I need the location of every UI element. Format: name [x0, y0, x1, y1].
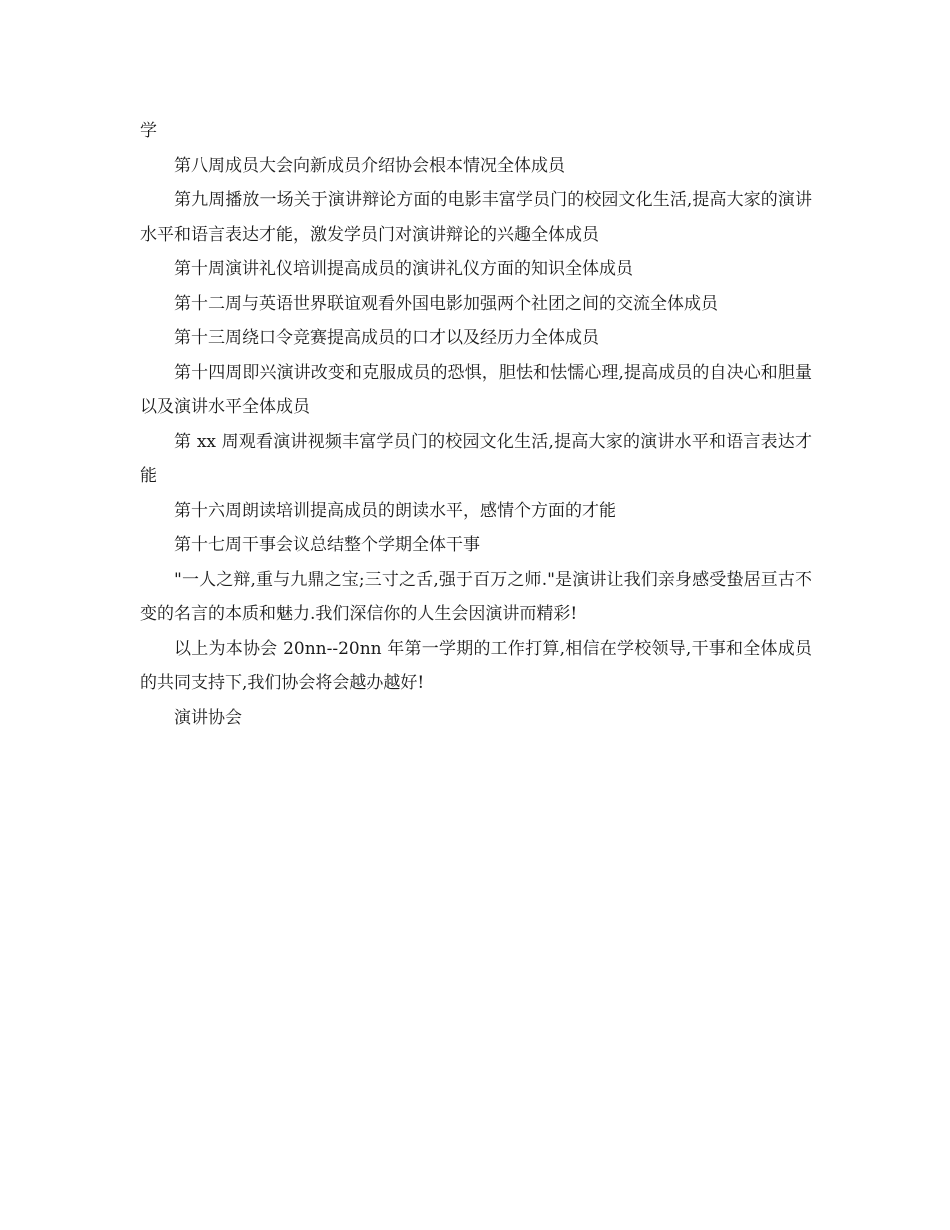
signature-association: 演讲协会 — [174, 707, 242, 728]
paragraph-week-13: 第十三周绕口令竞赛提高成员的口才以及经历力全体成员 — [174, 328, 599, 348]
paragraph-week-xx: 第 xx 周观看演讲视频丰富学员门的校园文化生活,提高大家的演讲水平和语言表达才能 — [140, 431, 812, 486]
paragraph-week-12: 第十二周与英语世界联谊观看外国电影加强两个社团之间的交流全体成员 — [174, 293, 718, 314]
paragraph-week-14: 第十四周即兴演讲改变和克服成员的恐惧，胆怯和怯懦心理,提高成员的自决心和胆量以及演讲水平全体成员 — [140, 362, 812, 417]
paragraph-fragment: 学 — [140, 121, 157, 141]
paragraph-week-8: 第八周成员大会向新成员介绍协会根本情况全体成员 — [174, 155, 565, 176]
document-page — [140, 114, 812, 735]
paragraph-week-17: 第十七周干事会议总结整个学期全体干事 — [174, 535, 480, 555]
paragraph-week-16: 第十六周朗读培训提高成员的朗读水平，感情个方面的才能 — [174, 500, 616, 521]
paragraph-closing: 以上为本协会 20nn--20nn 年第一学期的工作打算,相信在学校领导,干事和全体成员的共同支持下,我们协会将会越办越好! — [140, 638, 812, 693]
paragraph-quote: "一人之辩,重与九鼎之宝;三寸之舌,强于百万之师."是演讲让我们亲身感受蛰居亘古不变的名言的本质和魅力.我们深信你的人生会因演讲而精彩! — [140, 569, 812, 624]
paragraph-week-9: 第九周播放一场关于演讲辩论方面的电影丰富学员门的校园文化生活,提高大家的演讲水平和语言表达才能，激发学员门对演讲辩论的兴趣全体成员 — [140, 190, 812, 245]
paragraph-week-10: 第十周演讲礼仪培训提高成员的演讲礼仪方面的知识全体成员 — [174, 259, 633, 279]
